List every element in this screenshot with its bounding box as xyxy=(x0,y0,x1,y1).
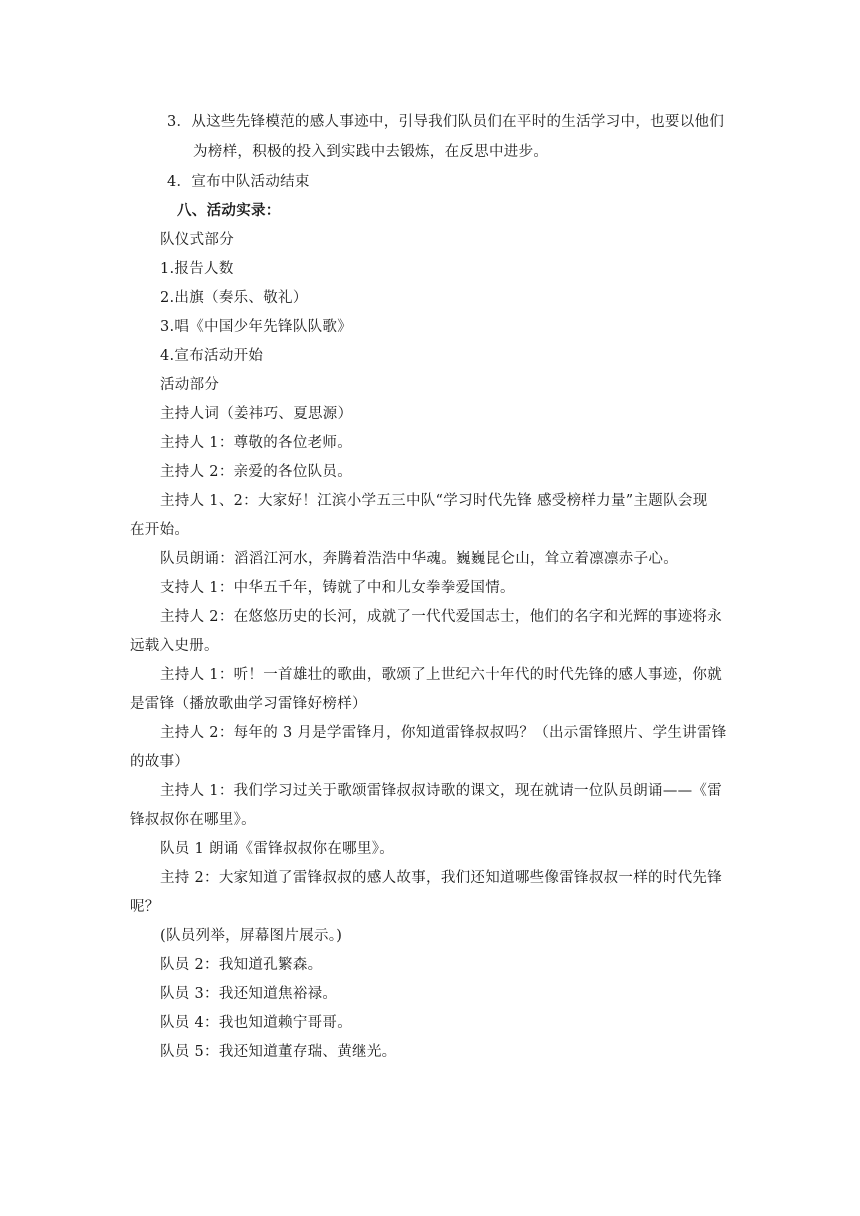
paragraph: 主持人 1、2：大家好！江滨小学五三中队“学习时代先锋 感受榜样力量”主题队会现 xyxy=(160,493,708,509)
paragraph: 主持人 2：在悠悠历史的长河，成就了一代代爱国志士，他们的名字和光辉的事迹将永 xyxy=(160,609,723,625)
paragraph: 主持人词（姜祎巧、夏思源） xyxy=(160,406,353,422)
paragraph-continuation: 呢？ xyxy=(130,899,160,915)
paragraph: 主持 2：大家知道了雷锋叔叔的感人故事，我们还知道哪些像雷锋叔叔一样的时代先锋 xyxy=(160,870,723,886)
paragraph: 队员 1 朗诵《雷锋叔叔你在哪里》。 xyxy=(160,841,395,857)
paragraph-continuation: 远载入史册。 xyxy=(130,638,219,654)
paragraph-continuation: 的故事） xyxy=(130,754,190,770)
paragraph: 主持人 1：我们学习过关于歌颂雷锋叔叔诗歌的课文，现在就请一位队员朗诵——《雷 xyxy=(160,783,723,799)
list-item-4: 4．宣布中队活动结束 xyxy=(167,174,310,190)
ceremony-step-2: 2.出旗（奏乐、敬礼） xyxy=(160,290,308,306)
paragraph: 队员 3：我还知道焦裕禄。 xyxy=(160,986,338,1002)
paragraph: 队员 5：我还知道董存瑞、黄继光。 xyxy=(160,1044,397,1060)
section-heading: 八、活动实录： xyxy=(177,202,281,219)
ceremony-step-3: 3.唱《中国少年先锋队队歌》 xyxy=(160,319,353,335)
list-item-3: 3．从这些先锋模范的感人事迹中，引导我们队员们在平时的生活学习中，也要以他们 xyxy=(167,114,725,130)
paragraph: (队员列举，屏幕图片展示。) xyxy=(160,928,343,944)
list-item-3-continuation: 为榜样，积极的投入到实践中去锻炼，在反思中进步。 xyxy=(193,144,549,160)
paragraph: 队员 4：我也知道赖宁哥哥。 xyxy=(160,1015,353,1031)
paragraph: 主持人 1：听！一首雄壮的歌曲，歌颂了上世纪六十年代的时代先锋的感人事迹，你就 xyxy=(160,667,723,683)
paragraph-continuation: 锋叔叔你在哪里》。 xyxy=(130,812,256,828)
subsection-title: 队仪式部分 xyxy=(160,232,234,248)
ceremony-step-1: 1.报告人数 xyxy=(160,261,234,277)
paragraph-continuation: 在开始。 xyxy=(130,522,190,538)
paragraph: 队员朗诵：滔滔江河水，奔腾着浩浩中华魂。巍巍昆仑山，耸立着凛凛赤子心。 xyxy=(160,551,678,567)
paragraph-continuation: 是雷锋（播放歌曲学习雷锋好榜样） xyxy=(130,696,367,712)
paragraph: 主持人 1：尊敬的各位老师。 xyxy=(160,435,353,451)
paragraph: 主持人 2：每年的 3 月是学雷锋月，你知道雷锋叔叔吗？（出示雷锋照片、学生讲雷锋 xyxy=(160,725,727,741)
paragraph: 队员 2：我知道孔繁森。 xyxy=(160,957,323,973)
subsection-title: 活动部分 xyxy=(160,377,220,393)
ceremony-step-4: 4.宣布活动开始 xyxy=(160,348,264,364)
paragraph: 主持人 2：亲爱的各位队员。 xyxy=(160,464,353,480)
paragraph: 支持人 1：中华五千年，铸就了中和儿女拳拳爱国情。 xyxy=(160,580,515,596)
